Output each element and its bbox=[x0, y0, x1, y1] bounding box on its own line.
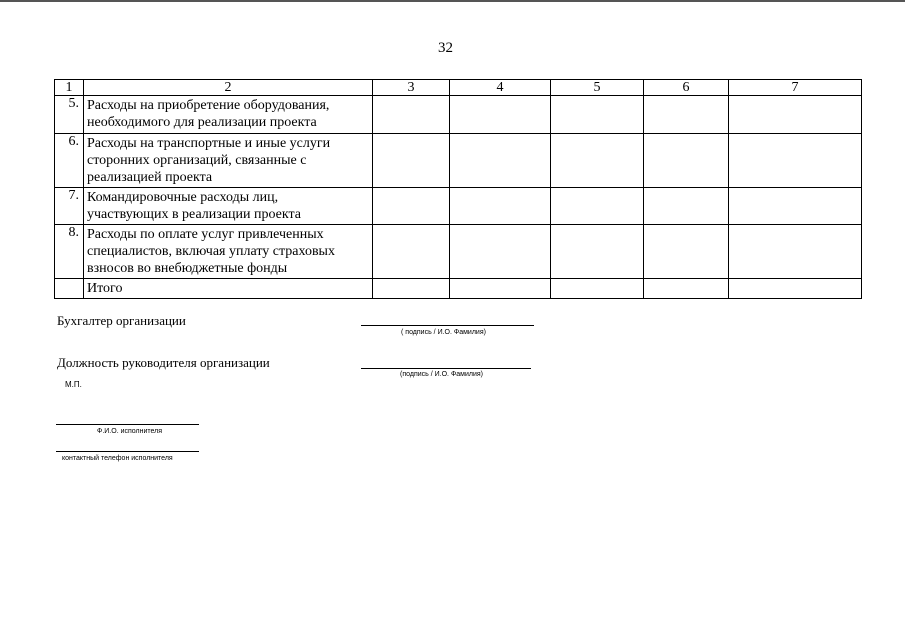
table-row bbox=[55, 134, 862, 188]
value-cell[interactable] bbox=[450, 188, 551, 225]
value-cell[interactable] bbox=[644, 134, 729, 188]
header-cell: 6 bbox=[644, 80, 729, 96]
value-cell[interactable] bbox=[373, 134, 450, 188]
value-cell[interactable] bbox=[729, 225, 862, 279]
total-value-cell[interactable] bbox=[644, 279, 729, 299]
value-cell[interactable] bbox=[450, 96, 551, 134]
description-line: сторонних организаций, связанные с bbox=[87, 153, 307, 168]
header-cell: 5 bbox=[551, 80, 644, 96]
value-cell[interactable] bbox=[729, 134, 862, 188]
value-cell[interactable] bbox=[729, 96, 862, 134]
total-value-cell[interactable] bbox=[450, 279, 551, 299]
description-line: участвующих в реализации проекта bbox=[87, 207, 301, 222]
total-row bbox=[55, 279, 862, 299]
description-line: Расходы на приобретение оборудования, bbox=[87, 98, 330, 113]
page-top-border bbox=[0, 0, 905, 2]
row-number: 8. bbox=[55, 225, 84, 279]
value-cell[interactable] bbox=[450, 225, 551, 279]
stamp-place-label: М.П. bbox=[65, 380, 82, 389]
description-line: специалистов, включая уплату страховых bbox=[87, 244, 335, 259]
head-signature-caption: (подпись / И.О. Фамилия) bbox=[400, 371, 483, 378]
row-description bbox=[84, 96, 373, 134]
header-cell: 3 bbox=[373, 80, 450, 96]
value-cell[interactable] bbox=[551, 134, 644, 188]
description-line: взносов во внебюджетные фонды bbox=[87, 261, 288, 276]
value-cell[interactable] bbox=[551, 188, 644, 225]
value-cell[interactable] bbox=[551, 96, 644, 134]
header-cell: 1 bbox=[55, 80, 84, 96]
header-cell: 7 bbox=[729, 80, 862, 96]
description-line: реализацией проекта bbox=[87, 170, 213, 185]
total-label: Итого bbox=[84, 279, 373, 299]
row-description bbox=[84, 225, 373, 279]
total-value-cell[interactable] bbox=[373, 279, 450, 299]
row-number: 6. bbox=[55, 134, 84, 188]
value-cell[interactable] bbox=[373, 96, 450, 134]
table-row bbox=[55, 225, 862, 279]
accountant-signature-line[interactable] bbox=[361, 325, 534, 326]
table-header-row bbox=[55, 80, 862, 96]
row-number: 5. bbox=[55, 96, 84, 134]
expense-table bbox=[54, 79, 862, 299]
executor-phone-line[interactable] bbox=[56, 451, 199, 452]
head-signature-line[interactable] bbox=[361, 368, 531, 369]
value-cell[interactable] bbox=[729, 188, 862, 225]
description-line: Расходы на транспортные и иные услуги bbox=[87, 136, 331, 151]
head-position-label: Должность руководителя организации bbox=[57, 355, 270, 370]
value-cell[interactable] bbox=[373, 188, 450, 225]
accountant-label: Бухгалтер организации bbox=[57, 313, 186, 328]
table-row bbox=[55, 96, 862, 134]
total-value-cell[interactable] bbox=[551, 279, 644, 299]
header-cell: 2 bbox=[84, 80, 373, 96]
value-cell[interactable] bbox=[644, 188, 729, 225]
row-number: 7. bbox=[55, 188, 84, 225]
value-cell[interactable] bbox=[644, 225, 729, 279]
value-cell[interactable] bbox=[644, 96, 729, 134]
row-description bbox=[84, 134, 373, 188]
executor-name-line[interactable] bbox=[56, 424, 199, 425]
executor-name-caption: Ф.И.О. исполнителя bbox=[97, 428, 163, 435]
executor-phone-caption: контактный телефон исполнителя bbox=[62, 455, 173, 462]
description-line: Расходы по оплате услуг привлеченных bbox=[87, 227, 324, 242]
table-row bbox=[55, 188, 862, 225]
page-number: 32 bbox=[438, 40, 453, 56]
value-cell[interactable] bbox=[373, 225, 450, 279]
total-number-cell bbox=[55, 279, 84, 299]
value-cell[interactable] bbox=[450, 134, 551, 188]
header-cell: 4 bbox=[450, 80, 551, 96]
description-line: необходимого для реализации проекта bbox=[87, 115, 317, 130]
accountant-signature-caption: ( подпись / И.О. Фамилия) bbox=[401, 329, 486, 336]
description-line: Командировочные расходы лиц, bbox=[87, 190, 279, 205]
row-description bbox=[84, 188, 373, 225]
value-cell[interactable] bbox=[551, 225, 644, 279]
total-value-cell[interactable] bbox=[729, 279, 862, 299]
